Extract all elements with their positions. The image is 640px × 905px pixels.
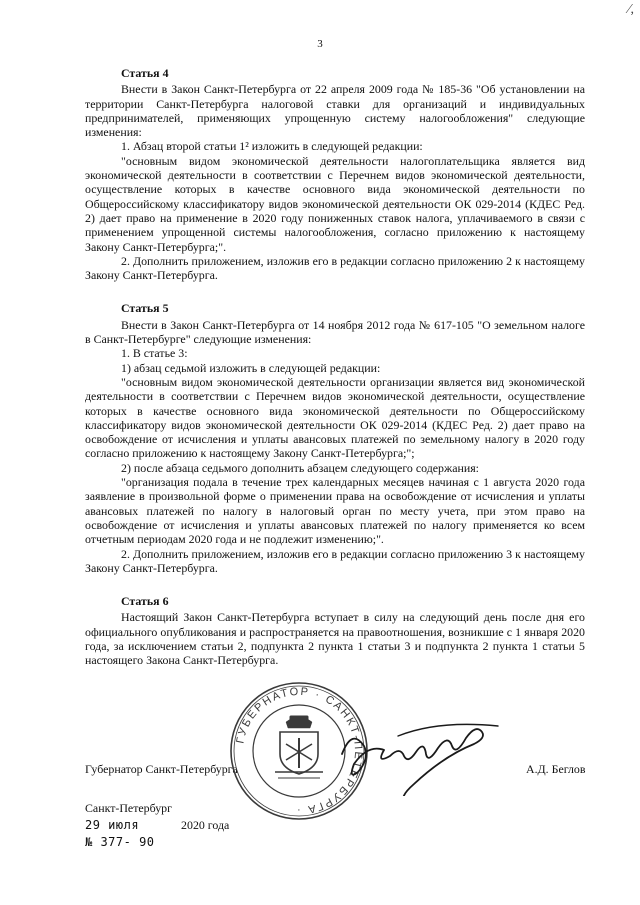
- article-6-heading: Статья 6: [121, 594, 169, 609]
- signature-scribble-icon: [338, 716, 518, 796]
- page-number: 3: [317, 38, 323, 50]
- footer-date-day-month: 29 июля: [85, 818, 140, 832]
- article-5-paragraph: Внести в Закон Санкт-Петербурга от 14 ноября 2012 года № 617-105 "О земельном налоге в Санкт-Петербурге" следующие изменения:: [85, 317, 585, 347]
- footer-city: Санкт-Петербург: [85, 801, 172, 815]
- document-footer: [85, 800, 229, 851]
- article-4-paragraph: "основным видом экономической деятельности налогоплательщика является вид экономической деятельности в соответствии с Перечнем видов экономической деятельности, осуществление которых в качестве основного вида экономической деятельности по Общероссийскому классификатору видов экономической деятельности ОК 029-2014 (КДЕС Ред. 2) дает право на применение в 2020 году пониженных ставок налога, уплачиваемого в связи с применением упрощенной системы налогообложения, согласно приложению к настоящему Закону Санкт-Петербурга;".: [85, 153, 585, 254]
- governor-name: А.Д. Беглов: [526, 762, 586, 776]
- article-5-paragraph: 1. В статье 3:: [121, 346, 188, 361]
- svg-text:ГУБЕРНАТОР · САНКТ-ПЕТЕРБУРГА: ГУБЕРНАТОР · САНКТ-ПЕТЕРБУРГА ·: [234, 685, 365, 817]
- corner-pen-mark: ⁄,: [628, 2, 634, 17]
- footer-law-number: № 377- 90: [85, 835, 155, 849]
- article-6-paragraph: Настоящий Закон Санкт-Петербурга вступает в силу на следующий день после дня его официального опубликования и распространяется на правоотношения, возникшие с 1 января 2020 года, за исключением статьи 2, подпункта 2 пункта 1 статьи 3 и подпункта 2 пункта 1 статьи 5 настоящего Закона Санкт-Петербурга.: [85, 610, 585, 668]
- article-5-heading: Статья 5: [121, 301, 169, 316]
- article-5-paragraph: 1) абзац седьмой изложить в следующей редакции:: [121, 360, 381, 375]
- document-body: [85, 66, 585, 668]
- article-5-paragraph: 2) после абзаца седьмого дополнить абзацем следующего содержания:: [121, 460, 479, 475]
- article-4-paragraph: 1. Абзац второй статьи 1² изложить в следующей редакции:: [121, 139, 423, 154]
- footer-date-year: 2020 года: [181, 818, 230, 832]
- article-4-paragraph: 2. Дополнить приложением, изложив его в редакции согласно приложению 2 к настоящему Закону Санкт-Петербурга.: [85, 253, 585, 283]
- article-5-paragraph: 2. Дополнить приложением, изложив его в редакции согласно приложению 3 к настоящему Закону Санкт-Петербурга.: [85, 546, 585, 575]
- article-5-paragraph: "организация подала в течение трех календарных месяцев начиная с 1 августа 2020 года заявление в произвольной форме о применении права на освобождение от исчисления и уплаты авансовых платежей по налогу в налоговый орган по месту учета, при этом право на освобождение от исчисления и уплаты авансовых платежей по налогу применяется ко всем отчетным периодам 2020 года и не подлежит изменению;".: [85, 475, 585, 547]
- article-5-paragraph: "основным видом экономической деятельности организации является вид экономической деятельности в соответствии с Перечнем видов экономической деятельности, осуществление которых в качестве основного вида экономической деятельности по Общероссийскому классификатору видов экономической деятельности ОК 029-2014 (КДЕС Ред. 2) дает право на освобождение от исчисления и уплаты авансовых платежей по земельному налогу в 2020 году согласно приложению к настоящему Закону Санкт-Петербурга;";: [85, 374, 585, 461]
- article-4-heading: Статья 4: [121, 66, 169, 80]
- article-4-paragraph: Внести в Закон Санкт-Петербурга от 22 апреля 2009 года № 185-36 "Об установлении на территории Санкт-Петербурга налоговой ставки для организаций и индивидуальных предпринимателей, применяющих упрощенную систему налогообложения" следующие изменения:: [85, 82, 585, 140]
- governor-title: Губернатор Санкт-Петербурга: [85, 762, 238, 776]
